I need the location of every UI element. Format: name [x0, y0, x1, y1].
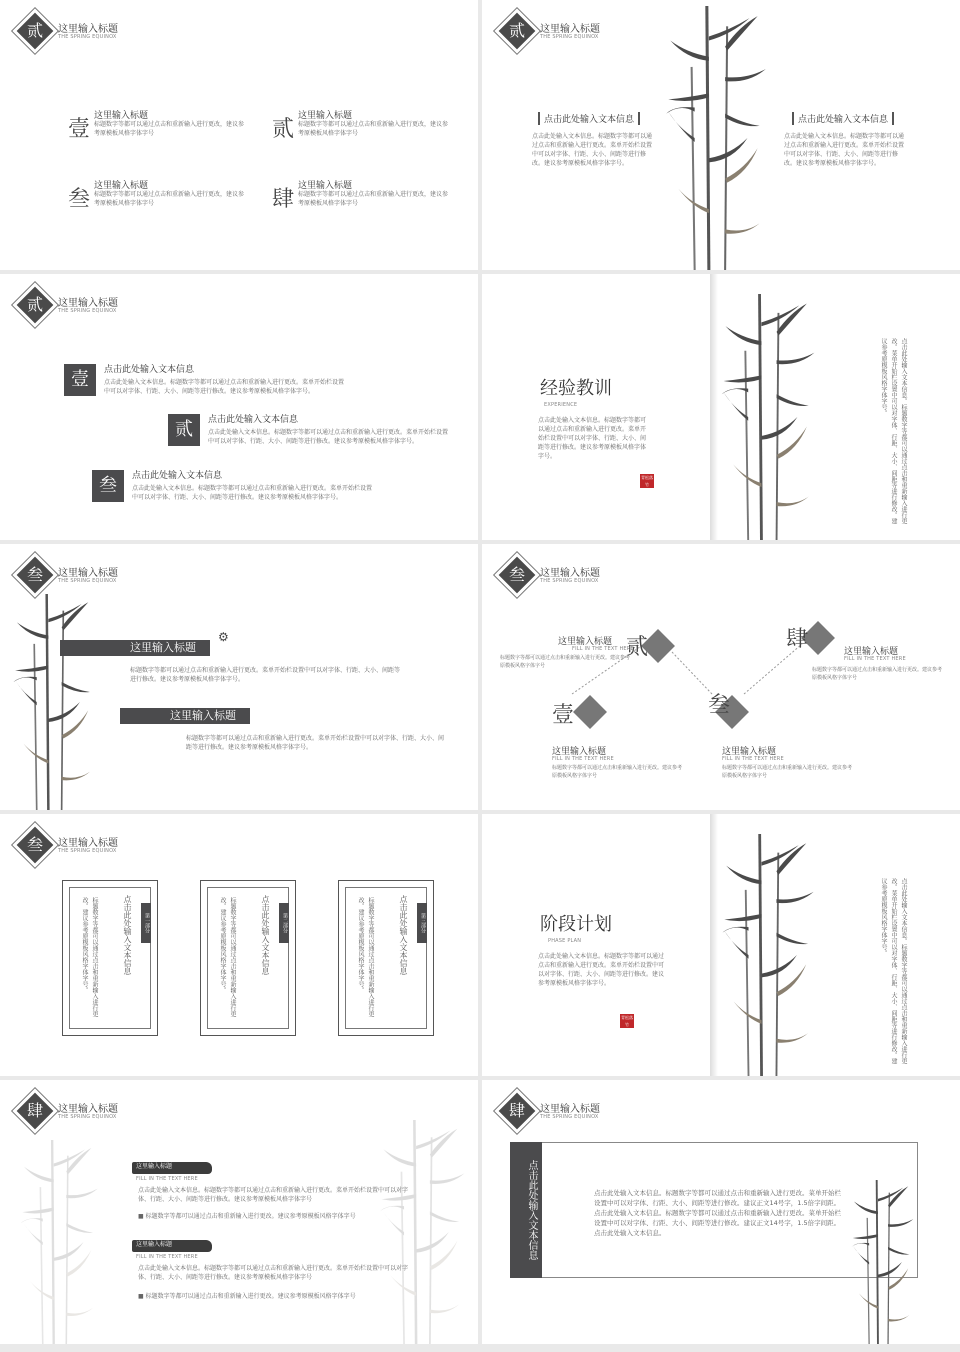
node-number: 肆 [786, 627, 809, 652]
title-bar: 这里输入标题 [120, 708, 250, 724]
header-number: 贰 [26, 295, 43, 314]
card-text: 标题数字等都可以通过点击和重新输入进行更改。建议参考原模板风格字体字号。 [81, 897, 98, 1017]
bar-text: 标题数字等都可以通过点击和重新输入进行更改。菜单开始栏设置中可以对字体、行距、大小、间距等进行修改。建议参考原模板风格字体字号。 [130, 667, 401, 683]
content-text: 点击此处输入文本信息。标题数字等都可以通过点击和重新输入进行更改。菜单开始栏设置中可以对字体、行距、大小、间距等进行修改。建议正文14号字，1.5倍字间距。点击此处输入文本信息。标题数字等都可以通过点击和重新输入进行更改。菜单开始栏设置中可以对字体、行距、大小、间距等进行修改。建议正文14号字，1.5倍字间距。点击此处输入文本信息。 [594, 1189, 841, 1237]
brush-title: 这里输入标题 [132, 1162, 212, 1174]
brush-subtitle: FILL IN THE TEXT HERE [136, 1254, 198, 1260]
section-title: 阶段计划 [540, 914, 612, 935]
item-title: 这里输入标题 [94, 181, 149, 191]
card-tag: 第二部分 [279, 903, 289, 943]
item-text: 点击此处输入文本信息。标题数字等都可以通过点击和重新输入进行更改。菜单开始栏设置中可以对字体、行距、大小、间距等进行修改。建议参考原模板风格字体字号 [138, 1265, 409, 1281]
slide-10 [482, 1080, 960, 1344]
block-title: 点击此处输入文本信息 [538, 112, 640, 125]
header-number: 肆 [26, 1101, 43, 1120]
slide-9 [0, 1080, 478, 1344]
item-text: 标题数字等都可以通过点击和重新输入进行更改，建议参考原模板风格字体字号 [298, 121, 449, 137]
item-text: 标题数字等都可以通过点击和重新输入进行更改，建议参考原模板风格字体字号 [94, 121, 245, 137]
item-number: 叁 [68, 187, 91, 212]
section-text: 点击此处输入文本信息。标题数字等都可以通过点击和重新输入进行更改。菜单开始栏设置中可以对字体、行距、大小、间距等进行修改。建议参考原模板风格字体字号。 [538, 417, 647, 460]
node-number: 叁 [708, 693, 731, 718]
header-subtitle: THE SPRING EQUINOX [540, 578, 599, 584]
item-number: 贰 [272, 117, 295, 142]
number-box: 贰 [168, 414, 200, 446]
red-seal: 青松落竹 [641, 475, 653, 487]
slide-5 [0, 544, 478, 810]
item-number: 壹 [68, 117, 91, 142]
node-subtitle: FILL IN THE TEXT HERE [572, 646, 634, 652]
card [62, 880, 158, 1036]
card-text: 标题数字等都可以通过点击和重新输入进行更改。建议参考原模板风格字体字号。 [219, 897, 236, 1017]
page-fold [710, 274, 718, 540]
item-title: 这里输入标题 [298, 181, 353, 191]
item-text: 标题数字等都可以通过点击和重新输入进行更改，建议参考原模板风格字体字号 [298, 191, 449, 207]
header-title: 这里输入标题 [58, 24, 118, 35]
row-title: 点击此处输入文本信息 [208, 415, 299, 425]
slide-2 [482, 0, 960, 270]
section-text: 点击此处输入文本信息。标题数字等都可以通过点击和重新输入进行更改。菜单开始栏设置中可以对字体、行距、大小、间距等进行修改。建议参考原模板风格字体字号。 [538, 953, 665, 987]
node-number: 贰 [626, 635, 649, 660]
block-text: 点击此处输入文本信息。标题数字等都可以通过点击和重新输入进行更改。菜单开始栏设置中可以对字体、行距、大小、间距等进行修改。建议参考原模板风格字体字号。 [784, 133, 905, 167]
red-seal: 青松落竹 [621, 1015, 633, 1027]
node-title: 这里输入标题 [722, 747, 777, 757]
title-bar: 这里输入标题 [60, 640, 210, 656]
item-text: 标题数字等都可以通过点击和重新输入进行更改，建议参考原模板风格字体字号 [94, 191, 245, 207]
header-number: 叁 [508, 565, 525, 584]
item-text: 点击此处输入文本信息。标题数字等都可以通过点击和重新输入进行更改。菜单开始栏设置中可以对字体、行距、大小、间距等进行修改。建议参考原模板风格字体字号 [138, 1187, 409, 1203]
slide-6 [482, 544, 960, 810]
card-title: 点击此处输入文本信息 [123, 895, 132, 975]
section-title: 经验教训 [540, 378, 612, 399]
slide-4 [482, 274, 960, 540]
header-subtitle: THE SPRING EQUINOX [58, 34, 117, 40]
header-title: 这里输入标题 [58, 1104, 118, 1115]
node-title: 这里输入标题 [552, 747, 607, 757]
bullet-item: ■ 标题数字等都可以通过点击和重新输入进行更改。建议参考原模板风格字体字号 [138, 1213, 356, 1220]
node-text: 标题数字等都可以通过点击和重新输入进行更改。建议参考原模板风格字体字号 [552, 765, 683, 779]
header-title: 这里输入标题 [58, 568, 118, 579]
card-tag: 第三部分 [417, 903, 427, 943]
number-box: 叁 [92, 470, 124, 502]
section-subtitle: EXPERIENCE [544, 402, 578, 408]
brush-title: 这里输入标题 [132, 1240, 212, 1252]
row-text: 点击此处输入文本信息。标题数字等都可以通过点击和重新输入进行更改。菜单开始栏设置中可以对字体、行距、大小、间距等进行修改。建议参考原模板风格字体字号。 [132, 485, 373, 501]
side-label: 点击此处输入文本信息 [510, 1142, 542, 1278]
bamboo-illustration [0, 594, 110, 810]
header-number: 叁 [26, 835, 43, 854]
header-title: 这里输入标题 [540, 568, 600, 579]
row-text: 点击此处输入文本信息。标题数字等都可以通过点击和重新输入进行更改。菜单开始栏设置中可以对字体、行距、大小、间距等进行修改。建议参考原模板风格字体字号。 [208, 429, 449, 445]
card-title: 点击此处输入文本信息 [399, 895, 408, 975]
number-box: 壹 [64, 364, 96, 396]
card [338, 880, 434, 1036]
card-title: 点击此处输入文本信息 [261, 895, 270, 975]
page-fold [710, 814, 718, 1076]
item-title: 这里输入标题 [298, 111, 353, 121]
slide-3 [0, 274, 478, 540]
node-text: 标题数字等都可以通过点击和重新输入进行更改。建议参考原模板风格字体字号 [500, 655, 631, 669]
card-text: 标题数字等都可以通过点击和重新输入进行更改。建议参考原模板风格字体字号。 [357, 897, 374, 1017]
node-subtitle: FILL IN THE TEXT HERE [722, 756, 784, 762]
slide-8 [482, 814, 960, 1076]
bamboo-illustration [368, 1120, 478, 1344]
bamboo-illustration [704, 834, 834, 1076]
header-title: 这里输入标题 [540, 1104, 600, 1115]
header-subtitle: THE SPRING EQUINOX [540, 1114, 599, 1120]
slide-1 [0, 0, 478, 270]
bar-text: 标题数字等都可以通过点击和重新输入进行更改。菜单开始栏设置中可以对字体、行距、大小、间距等进行修改。建议参考原模板风格字体字号。 [186, 735, 445, 751]
bamboo-illustration [818, 1180, 948, 1344]
section-subtitle: PHASE PLAN [548, 938, 582, 944]
block-title: 点击此处输入文本信息 [792, 112, 894, 125]
bullet-text: 标题数字等都可以通过点击和重新输入进行更改。建议参考原模板风格字体字号 [145, 1293, 356, 1300]
slide-7 [0, 814, 478, 1076]
node-subtitle: FILL IN THE TEXT HERE [844, 656, 906, 662]
vertical-text: 点击此处输入文本信息。标题数字等都可以通过点击和重新输入进行更改。菜单开始栏设置中可以对字体、行距、大小、间距等进行修改。建议参考原模板风格字体字号。 [880, 338, 907, 524]
node-subtitle: FILL IN THE TEXT HERE [552, 756, 614, 762]
node-title: 这里输入标题 [558, 637, 613, 647]
card [200, 880, 296, 1036]
block-text: 点击此处输入文本信息。标题数字等都可以通过点击和重新输入进行更改。菜单开始栏设置中可以对字体、行距、大小、间距等进行修改。建议参考原模板风格字体字号。 [532, 133, 653, 167]
gear-icon: ⚙ [218, 630, 229, 644]
header-number: 贰 [508, 21, 525, 40]
node-number: 壹 [552, 703, 575, 728]
header-title: 这里输入标题 [58, 298, 118, 309]
header-subtitle: THE SPRING EQUINOX [58, 848, 117, 854]
node-text: 标题数字等都可以通过点击和重新输入进行更改。建议参考原模板风格字体字号 [722, 765, 853, 779]
header-title: 这里输入标题 [540, 24, 600, 35]
header-number: 贰 [26, 21, 43, 40]
node-text: 标题数字等都可以通过点击和重新输入进行更改。建议参考原模板风格字体字号 [812, 667, 943, 681]
bamboo-illustration [0, 1140, 120, 1344]
card-tag: 第一部分 [141, 903, 151, 943]
node-title: 这里输入标题 [844, 647, 899, 657]
vertical-text: 点击此处输入文本信息。标题数字等都可以通过点击和重新输入进行更改。菜单开始栏设置中可以对字体、行距、大小、间距等进行修改。建议参考原模板风格字体字号。 [880, 878, 907, 1064]
header-subtitle: THE SPRING EQUINOX [58, 1114, 117, 1120]
row-title: 点击此处输入文本信息 [104, 365, 195, 375]
brush-subtitle: FILL IN THE TEXT HERE [136, 1176, 198, 1182]
header-number: 叁 [26, 565, 43, 584]
header-number: 肆 [508, 1101, 525, 1120]
header-subtitle: THE SPRING EQUINOX [540, 34, 599, 40]
row-title: 点击此处输入文本信息 [132, 471, 223, 481]
bullet-item: ■ 标题数字等都可以通过点击和重新输入进行更改。建议参考原模板风格字体字号 [138, 1293, 356, 1300]
row-text: 点击此处输入文本信息。标题数字等都可以通过点击和重新输入进行更改。菜单开始栏设置中可以对字体、行距、大小、间距等进行修改。建议参考原模板风格字体字号。 [104, 379, 345, 395]
bamboo-illustration [662, 6, 772, 270]
item-number: 肆 [272, 187, 295, 212]
bullet-text: 标题数字等都可以通过点击和重新输入进行更改。建议参考原模板风格字体字号 [145, 1213, 356, 1220]
header-title: 这里输入标题 [58, 838, 118, 849]
header-subtitle: THE SPRING EQUINOX [58, 308, 117, 314]
bamboo-illustration [704, 294, 834, 540]
item-title: 这里输入标题 [94, 111, 149, 121]
header-subtitle: THE SPRING EQUINOX [58, 578, 117, 584]
